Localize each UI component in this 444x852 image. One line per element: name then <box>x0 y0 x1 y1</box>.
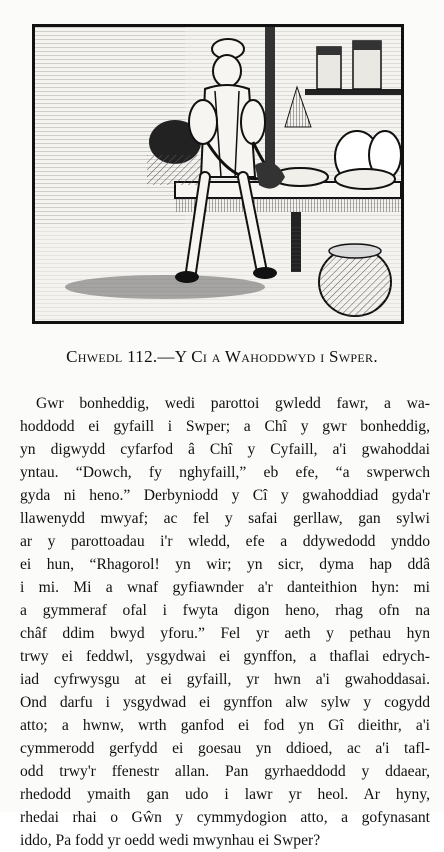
chapter-number: Chwedl 112. <box>66 347 158 366</box>
woodcut-illustration <box>32 24 404 324</box>
chapter-title <box>0 347 444 367</box>
text-line: hoddodd ei gyfaill i Swper; a Chî y gwr bonheddig, <box>20 418 430 435</box>
text-line: châf ddim bwyd yforu.” Fel yr aeth y pethau hyn <box>20 625 430 642</box>
fable-text <box>20 392 430 852</box>
text-line: iddo, Pa fodd yr oedd wedi mwynhau ei Swper? <box>20 832 321 849</box>
text-line: ei hun, “Rhagorol! yn wir; yn sicr, dyma hap ddâ <box>20 556 430 573</box>
text-line: Gwr bonheddig, wedi parottoi gwledd fawr, a wa- <box>36 395 430 412</box>
text-line: atto; a hwnw, wrth ganfod ei fod yn Gî dieithr, a'i <box>20 717 430 734</box>
text-line: ar y parottoadau i'r wledd, efe a ddywedodd ynddo <box>20 533 430 550</box>
text-line: rhedai rhai o Gŵn y cymmydogion atto, a gofynasant <box>20 809 430 826</box>
text-line: cymmerodd gerfydd ei goesau yn ddioed, ac a'i tafl- <box>20 740 430 757</box>
woodcut-cook-kitchen-icon <box>35 27 401 321</box>
text-line: yntau. “Dowch, fy nghyfaill,” eb efe, “a swperwch <box>20 464 430 481</box>
text-line: odd trwy'r ffenestr allan. Pan gyrhaeddodd y ddaear, <box>20 763 430 780</box>
text-line: gyda ni heno.” Derbyniodd y Cî y gwahoddiad gyda'r <box>20 487 430 504</box>
text-line: iad cyfrwysgu at ei gyfaill, yr hwn a'i gwahoddasai. <box>20 671 430 688</box>
chapter-heading: —Y Ci a Wahoddwyd i Swper. <box>157 347 378 366</box>
text-line: i mi. Mi a wnaf gyfiawnder a'r danteithion hyn: mi <box>20 579 430 596</box>
text-line: rhedodd ymaith gan udo i lawr yr heol. Ar hyny, <box>20 786 430 803</box>
text-line: Ond darfu i ysgydwad ei gynffon alw sylw y cogydd <box>20 694 430 711</box>
text-line: a gymmeraf ofal i fwyta digon heno, rhag ofn na <box>20 602 430 619</box>
text-line: yn digwydd cyfarfod â Chî y Cyfaill, a'i gwahoddai <box>20 441 430 458</box>
text-line: llawenydd mwyaf; ac fel y safai gerllaw, gan sylwi <box>20 510 430 527</box>
text-line: trwy ei feddwl, ysgydwai ei gynffon, a thaflai edrych- <box>20 648 430 665</box>
